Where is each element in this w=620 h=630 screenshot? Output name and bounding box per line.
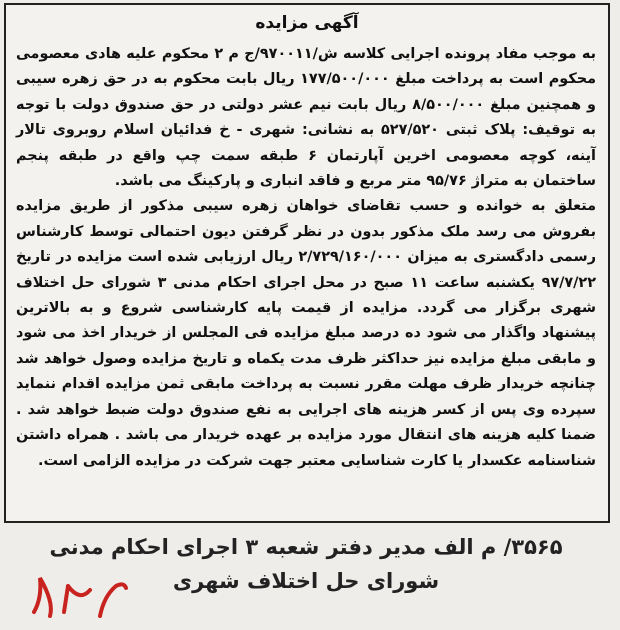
auction-notice-box — [4, 3, 610, 523]
notice-paragraph-auction-terms: متعلق به خوانده و حسب تقاضای خواهان زهره سیبی مذکور از طریق مزایده بفروش می رسد ملک مذکور بدون در نظر گرفتن دیون احتمالی توسط کارشناس رسمی دادگستری به میزان ۲/۷۲۹/۱۶۰/۰۰۰ ریال ارزیابی شده است مزایده در تاریخ ۹۷/۷/۲۲ یکشنبه ساعت ۱۱ صبح در محل اجرای احکام مدنی ۳ شورای حل اختلاف شهری برگزار می گردد. مزایده از قیمت پایه کارشناسی شروع و به بالاترین پیشنهاد واگذار می شود ده درصد مبلغ مزایده فی المجلس از خریدار اخذ می شود و مابقی مبلغ مزایده نیز حداکثر ظرف مدت یکماه و تاریخ مزایده وصول خواهد شد چنانچه خریدار ظرف مهلت مقرر نسبت به پرداخت مابقی ثمن مزایده اقدام ننماید سپرده وی پس از کسر هزینه های اجرایی به نفع صندوق دولت ضبط خواهد شد . ضمنا کلیه هزینه های انتقال مورد مزایده بر عهده خریدار می باشد . همراه داشتن شناسنامه عکسدار یا کارت شناسایی معتبر جهت شرکت در مزایده الزامی است. — [16, 198, 596, 469]
notice-title: آگهی مزایده — [255, 13, 359, 33]
handwritten-stroke-3 — [100, 584, 126, 616]
handwritten-stroke-1 — [34, 578, 51, 616]
handwritten-number-mark — [20, 568, 140, 624]
handwritten-stroke-2 — [64, 586, 90, 612]
notice-body — [16, 42, 596, 513]
signature-line-council: شورای حل اختلاف شهری — [172, 569, 440, 593]
notice-paragraph-property: به موجب مفاد پرونده اجرایی کلاسه ش/۹۷۰۰۱۱/ج م ۲ محکوم علیه هادی معصومی محکوم است به پرداخت مبلغ ۱۷۷/۵۰۰/۰۰۰ ریال بابت محکوم به در حق زهره سیبی و همچنین مبلغ ۸/۵۰۰/۰۰۰ ریال بابت نیم عشر دولتی در حق صندوق دولت با توجه به توقیف: پلاک ثبتی ۵۲۷/۵۲۰ به نشانی: شهری - خ فدائیان اسلام روبروی تالار آینه، کوچه معصومی اخرین آپارتمان ۶ طبقه سمت چپ واقع در طبقه پنجم ساختمان به متراژ ۹۵/۷۶ متر مربع و فاقد انباری و پارکینگ می باشد. — [16, 46, 596, 190]
signature-line-office: ۳۵۶۵/ م الف مدیر دفتر شعبه ۳ اجرای احکام مدنی — [49, 535, 563, 559]
